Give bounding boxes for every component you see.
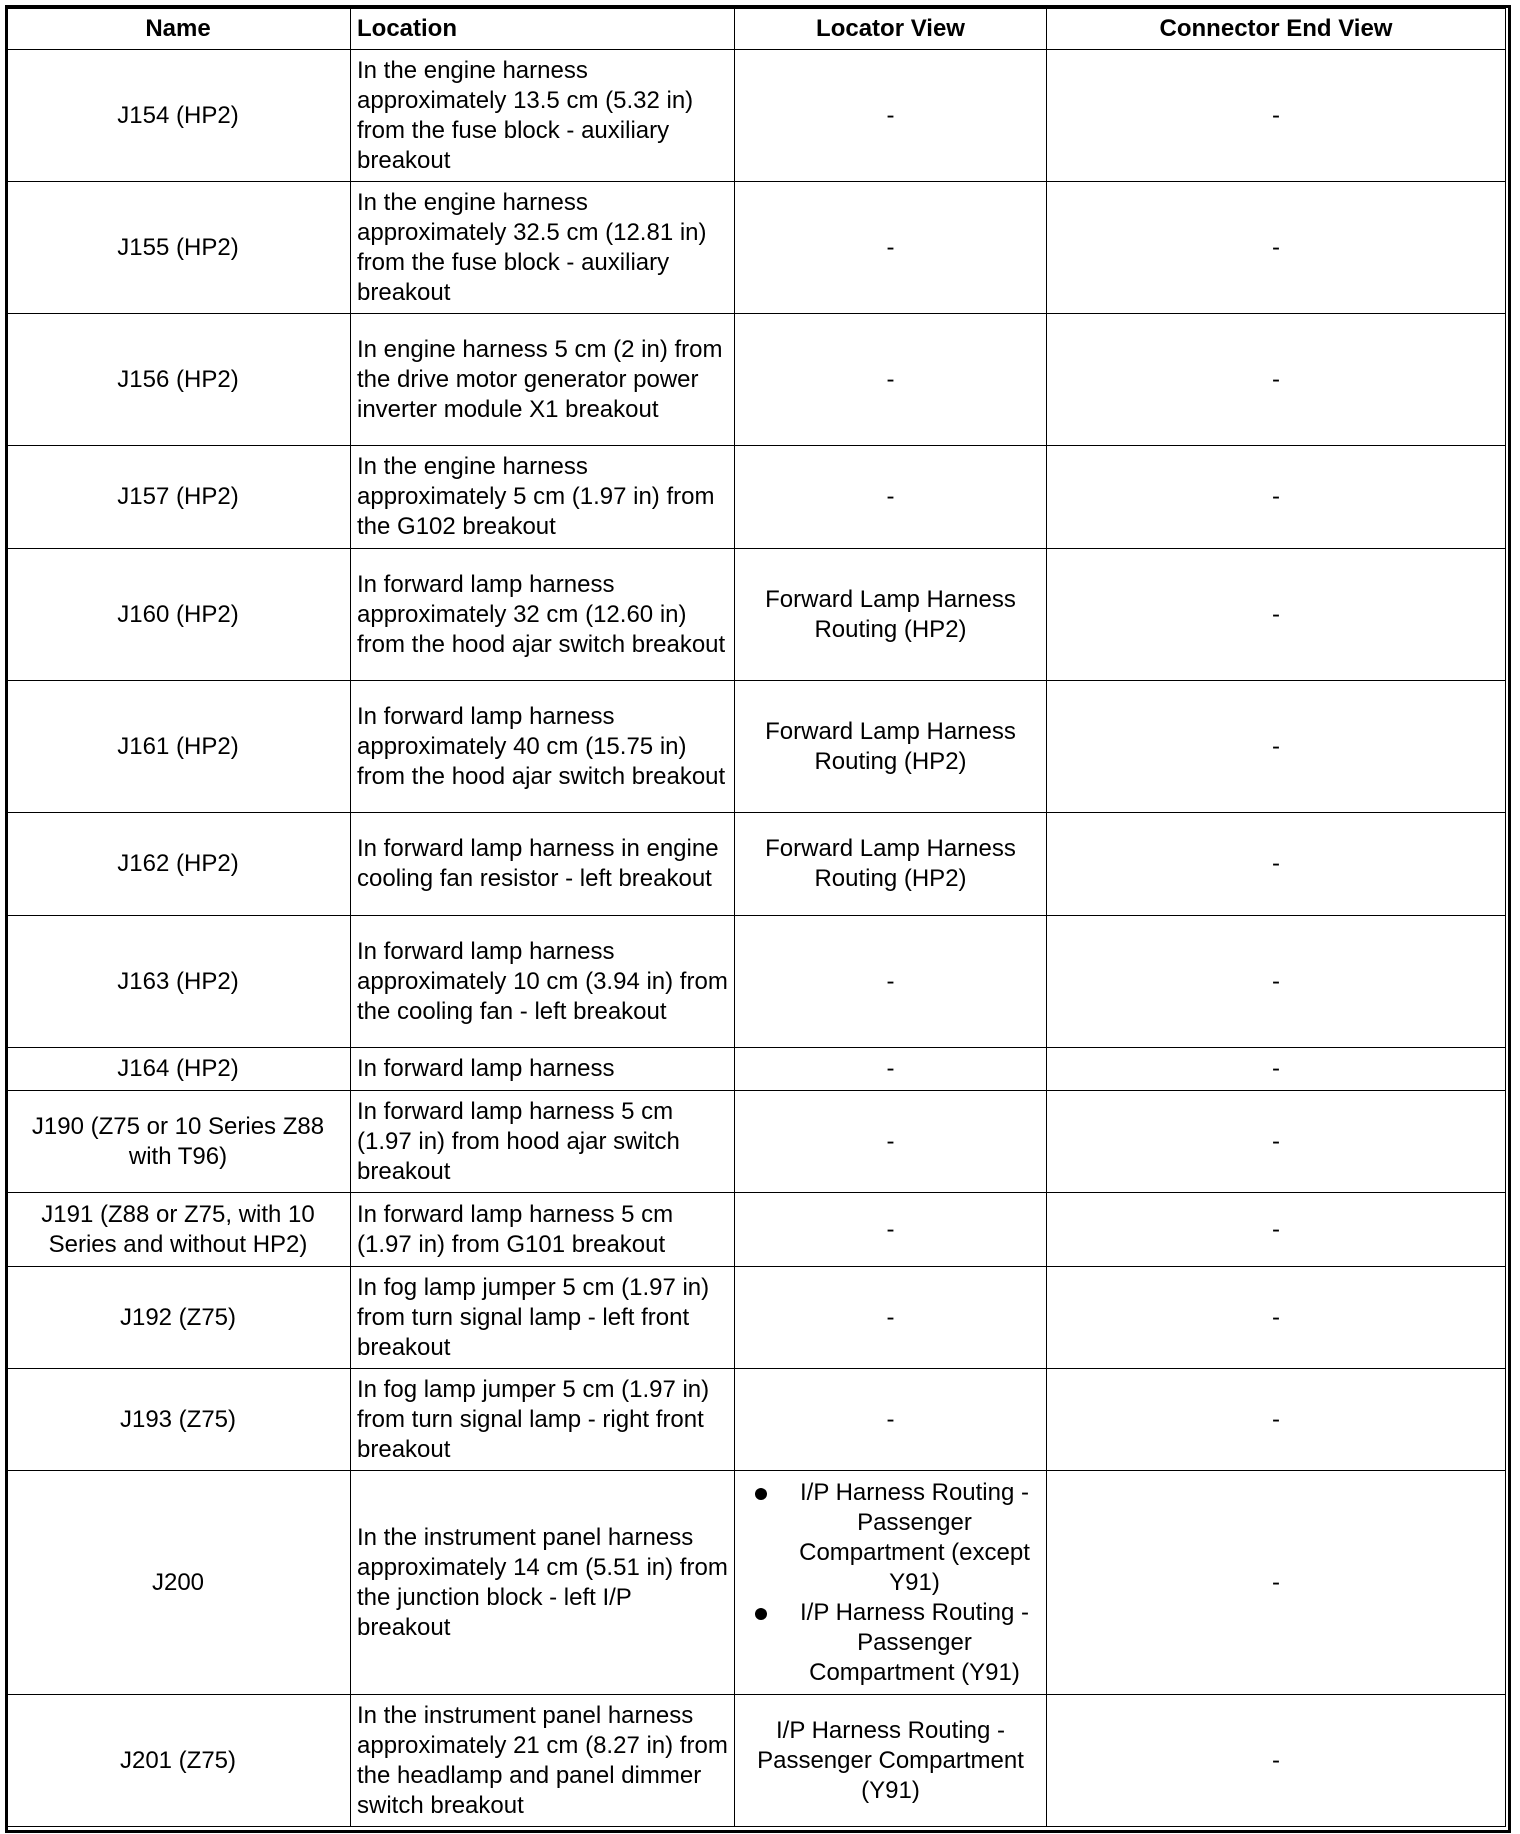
cell-connector-end-view: - — [1047, 1193, 1506, 1267]
cell-name: J155 (HP2) — [6, 182, 351, 314]
table-row — [6, 549, 1506, 681]
cell-locator-view: - — [735, 446, 1047, 549]
cell-connector-end-view: - — [1047, 446, 1506, 549]
table-row — [6, 813, 1506, 916]
table-row — [6, 50, 1506, 182]
table-row — [6, 314, 1506, 446]
cell-locator-view: Forward Lamp Harness Routing (HP2) — [735, 549, 1047, 681]
cell-locator-view: - — [735, 1048, 1047, 1091]
cell-location: In forward lamp harness in engine cooling fan resistor - left breakout — [351, 813, 735, 916]
cell-location: In fog lamp jumper 5 cm (1.97 in) from turn signal lamp - right front breakout — [351, 1369, 735, 1471]
table-row — [6, 1193, 1506, 1267]
table-row — [6, 1267, 1506, 1369]
cell-locator-view: Forward Lamp Harness Routing (HP2) — [735, 813, 1047, 916]
cell-connector-end-view: - — [1047, 549, 1506, 681]
cell-connector-end-view: - — [1047, 182, 1506, 314]
cell-locator-view: - — [735, 314, 1047, 446]
cell-locator-view: I/P Harness Routing - Passenger Compartment (Y91) — [735, 1695, 1047, 1827]
cell-name: J163 (HP2) — [6, 916, 351, 1048]
header-row — [6, 9, 1506, 50]
table-row — [6, 1048, 1506, 1091]
cell-name: J162 (HP2) — [6, 813, 351, 916]
cell-name: J192 (Z75) — [6, 1267, 351, 1369]
header-connector-end-view: Connector End View — [1047, 9, 1506, 50]
cell-locator-view: - — [735, 1091, 1047, 1193]
table-row — [6, 1091, 1506, 1193]
cell-name: J200 — [6, 1471, 351, 1695]
cell-locator-view: - — [735, 50, 1047, 182]
cell-locator-view: - — [735, 182, 1047, 314]
cell-locator-view: - — [735, 1369, 1047, 1471]
table-row — [6, 681, 1506, 813]
table-row — [6, 1369, 1506, 1471]
cell-connector-end-view: - — [1047, 314, 1506, 446]
cell-connector-end-view: - — [1047, 813, 1506, 916]
cell-locator-view — [735, 1471, 1047, 1695]
cell-locator-view: - — [735, 1193, 1047, 1267]
cell-location: In forward lamp harness 5 cm (1.97 in) from hood ajar switch breakout — [351, 1091, 735, 1193]
cell-connector-end-view: - — [1047, 1695, 1506, 1827]
cell-connector-end-view: - — [1047, 1091, 1506, 1193]
cell-locator-view: - — [735, 1267, 1047, 1369]
cell-name: J190 (Z75 or 10 Series Z88 with T96) — [6, 1091, 351, 1193]
cell-connector-end-view: - — [1047, 916, 1506, 1048]
cell-name: J161 (HP2) — [6, 681, 351, 813]
locator-view-list-item: I/P Harness Routing - Passenger Compartment (Y91) — [789, 1598, 1040, 1688]
cell-location: In the engine harness approximately 32.5 cm (12.81 in) from the fuse block - auxiliary breakout — [351, 182, 735, 314]
cell-name: J160 (HP2) — [6, 549, 351, 681]
cell-name: J156 (HP2) — [6, 314, 351, 446]
cell-name: J154 (HP2) — [6, 50, 351, 182]
cell-locator-view: - — [735, 916, 1047, 1048]
cell-name: J193 (Z75) — [6, 1369, 351, 1471]
cell-connector-end-view: - — [1047, 50, 1506, 182]
table-row — [6, 1471, 1506, 1695]
cell-connector-end-view: - — [1047, 1471, 1506, 1695]
cell-location: In forward lamp harness 5 cm (1.97 in) from G101 breakout — [351, 1193, 735, 1267]
header-name: Name — [6, 9, 351, 50]
cell-location: In forward lamp harness approximately 10 cm (3.94 in) from the cooling fan - left breakout — [351, 916, 735, 1048]
locator-view-list-item: I/P Harness Routing - Passenger Compartment (except Y91) — [789, 1478, 1040, 1598]
cell-name: J164 (HP2) — [6, 1048, 351, 1091]
cell-location: In fog lamp jumper 5 cm (1.97 in) from turn signal lamp - left front breakout — [351, 1267, 735, 1369]
cell-location: In forward lamp harness approximately 40 cm (15.75 in) from the hood ajar switch breakout — [351, 681, 735, 813]
connector-table — [5, 8, 1506, 1827]
cell-location: In the instrument panel harness approximately 21 cm (8.27 in) from the headlamp and panel dimmer switch breakout — [351, 1695, 735, 1827]
cell-connector-end-view: - — [1047, 1369, 1506, 1471]
cell-location: In the instrument panel harness approximately 14 cm (5.51 in) from the junction block - left I/P breakout — [351, 1471, 735, 1695]
cell-location: In forward lamp harness — [351, 1048, 735, 1091]
table-row — [6, 446, 1506, 549]
cell-location: In forward lamp harness approximately 32 cm (12.60 in) from the hood ajar switch breakout — [351, 549, 735, 681]
header-location: Location — [351, 9, 735, 50]
cell-name: J157 (HP2) — [6, 446, 351, 549]
cell-location: In the engine harness approximately 13.5 cm (5.32 in) from the fuse block - auxiliary breakout — [351, 50, 735, 182]
locator-view-list — [741, 1478, 1040, 1688]
header-locator-view: Locator View — [735, 9, 1047, 50]
cell-locator-view: Forward Lamp Harness Routing (HP2) — [735, 681, 1047, 813]
cell-location: In engine harness 5 cm (2 in) from the drive motor generator power inverter module X1 breakout — [351, 314, 735, 446]
table-row — [6, 1695, 1506, 1827]
cell-connector-end-view: - — [1047, 1267, 1506, 1369]
cell-name: J201 (Z75) — [6, 1695, 351, 1827]
cell-location: In the engine harness approximately 5 cm (1.97 in) from the G102 breakout — [351, 446, 735, 549]
cell-connector-end-view: - — [1047, 1048, 1506, 1091]
cell-connector-end-view: - — [1047, 681, 1506, 813]
cell-name: J191 (Z88 or Z75, with 10 Series and without HP2) — [6, 1193, 351, 1267]
table-row — [6, 182, 1506, 314]
table-row — [6, 916, 1506, 1048]
